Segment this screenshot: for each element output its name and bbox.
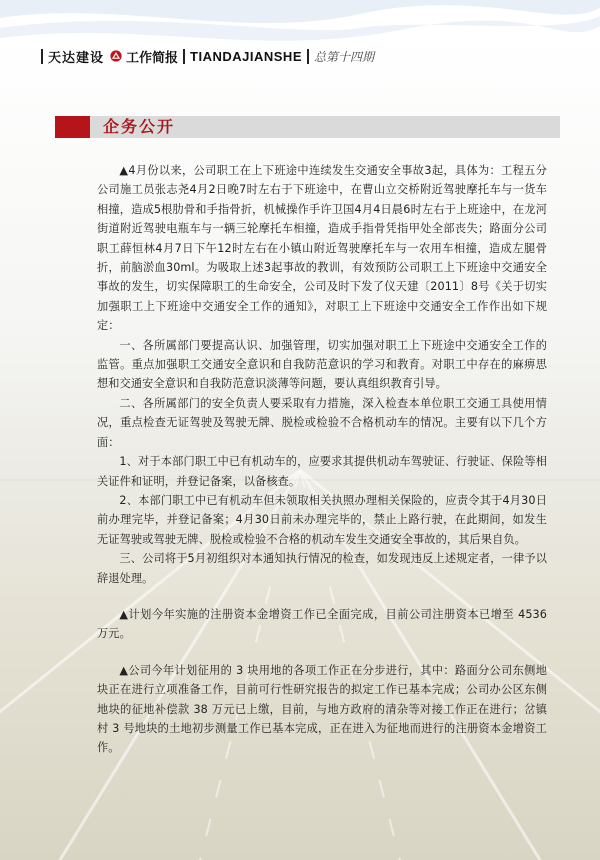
paragraph-rule-3: 三、公司将于5月初组织对本通知执行情况的检查，如发现违反上述规定者，一律予以辞退处理。: [97, 552, 547, 585]
paragraph-rule-2: 二、各所属部门的安全负责人要采取有力措施，深入检查本单位职工交通工具使用情况，重点检查无证驾驶及驾驶无牌、脱检或检验不合格机动车的情况。主要有以下几个方面：: [97, 396, 547, 449]
header-separator: [41, 49, 43, 64]
section-heading-accent: [55, 116, 90, 138]
paragraph-traffic-incidents: ▲4月份以来，公司职工在上下班途中连续发生交通安全事故3起，具体为：工程五分公司施工员张志尧4月2日晚7时左右于下班途中，在曹山立交桥附近驾驶摩托车与一货车相撞，造成5根肋骨和手指骨折，机械操作手许卫国4月4日晨6时左右于上班途中，在龙河街道附近驾驶电瓶车与一辆三轮摩托车相撞，造成手指骨凭指甲处全部丧失；路面分公司职工薛恒林4月7日下午12时左右在小镇山附近驾驶摩托车与一农用车相撞，造成左腿骨折，前脑淤血30ml。为吸取上述3起事故的教训，有效预防公司职工上下班途中交通安全事故的发生，切实保障职工的生命安全，公司及时下发了仪天建〔2011〕8号《关于切实加强职工上下班途中交通安全工作的通知》，对职工上下班途中交通安全工作作出如下规定：: [97, 164, 547, 333]
paragraph-rule-2-item-1: 1、对于本部门职工中已有机动车的，应要求其提供机动车驾驶证、行驶证、保险等相关证件和证明，并登记备案，以备核查。: [97, 455, 547, 488]
company-pinyin: TIANDAJIANSHE: [190, 48, 302, 64]
paragraph-rule-2-item-2: 2、本部门职工中已有机动车但未领取相关执照办理相关保险的，应责令其于4月30日前办理完毕，并登记备案；4月30日前未办理完毕的，禁止上路行驶，在此期间，如发生无证驾驶或驾驶无牌、脱检或检验不合格的机动车发生交通安全事故的，其后果自负。: [97, 493, 547, 546]
company-logo-icon: [110, 50, 122, 62]
page-header: [36, 47, 374, 65]
header-separator: [183, 49, 185, 64]
section-title: 企务公开: [103, 117, 176, 136]
bulletin-title: 工作简报: [126, 50, 179, 66]
issue-number: 总第十四期: [314, 49, 375, 64]
article-body: [97, 161, 547, 758]
company-name: 天达建设: [48, 50, 105, 66]
paragraph-registered-capital: ▲计划今年实施的注册资本金增资工作已全面完成，目前公司注册资本已增至 4536 万元。: [97, 607, 547, 641]
header-separator: [307, 49, 309, 64]
paragraph-land-acquisition: ▲公司今年计划征用的 3 块用地的各项工作正在分步进行，其中：路面分公司东侧地块正在进行立项准备工作，目前可行性研究报告的拟定工作已基本完成；公司办公区东侧地块的征地补偿款 38 万元已上缴，目前，与地方政府的清杂等对接工作正在进行；岔镇村 3 号地块的土地初步测量工作已基本完成，正在进入为征地而进行的注册资本金增资工作。: [97, 663, 547, 755]
section-heading-bar: [55, 116, 560, 138]
paragraph-rule-1: 一、各所属部门要提高认识、加强管理，切实加强对职工上下班途中交通安全工作的监管。重点加强职工交通安全意识和自我防范意识的学习和教育。对职工中存在的麻痹思想和交通安全意识和自我防范意识淡薄等问题，要认真组织教育引导。: [97, 338, 547, 391]
